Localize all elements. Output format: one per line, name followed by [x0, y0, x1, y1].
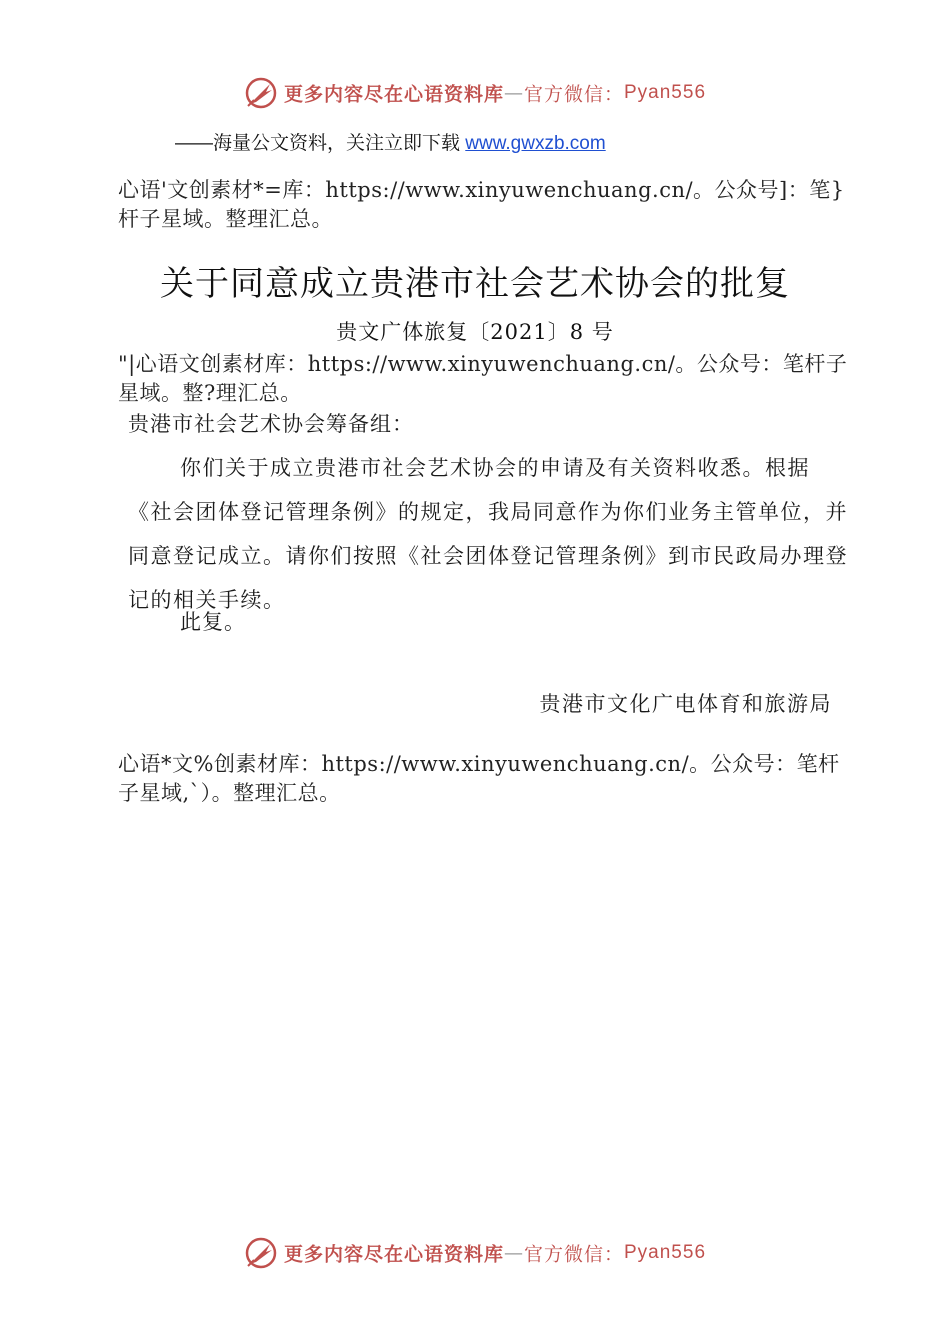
footer-brand-dash: —: [503, 1242, 524, 1264]
signer: 贵港市文化广电体育和旅游局: [539, 692, 832, 716]
document-number: 贵文广体旅复〔2021〕8 号: [336, 320, 614, 344]
document-title: 关于同意成立贵港市社会艺术协会的批复: [160, 264, 790, 304]
tagline-text: ——海量公文资料，关注立即下载: [175, 133, 466, 154]
footer-brand-id: Pyan556: [624, 1242, 707, 1263]
header-banner: [0, 76, 950, 110]
header-brand-dash: —: [503, 82, 524, 104]
notice-top: 心语'文创素材*=库：https://www.xinyuwenchuang.cn/。公众号]：笔}杆子星域。整理汇总。: [118, 178, 845, 231]
notice-middle: "|心语文创素材库：https://www.xinyuwenchuang.cn/。公众号：笔杆子星域。整?理汇总。: [118, 352, 848, 405]
gwxzb-link[interactable]: www.gwxzb.com: [465, 133, 606, 154]
closing: 此复。: [180, 610, 246, 634]
quill-logo-icon: [244, 76, 278, 110]
footer-banner: [0, 1236, 950, 1270]
addressee: 贵港市社会艺术协会筹备组：: [128, 412, 414, 436]
body-paragraph: 你们关于成立贵港市社会艺术协会的申请及有关资料收悉。根据《社会团体登记管理条例》的规定，我局同意作为你们业务主管单位，并同意登记成立。请你们按照《社会团体登记管理条例》到市民政局办理登记的相关手续。: [128, 456, 848, 612]
quill-logo-icon: [244, 1236, 278, 1270]
footer-brand-sub: 官方微信：: [523, 1243, 624, 1266]
footer-brand-main: 更多内容尽在心语资料库: [283, 1243, 504, 1266]
header-brand-id: Pyan556: [624, 82, 707, 103]
header-brand-sub: 官方微信：: [523, 83, 624, 106]
header-brand-main: 更多内容尽在心语资料库: [283, 83, 504, 106]
tagline: [175, 128, 606, 155]
notice-bottom: 心语*文%创素材库：https://www.xinyuwenchuang.cn/。公众号：笔杆子星域,`）。整理汇总。: [118, 752, 840, 805]
